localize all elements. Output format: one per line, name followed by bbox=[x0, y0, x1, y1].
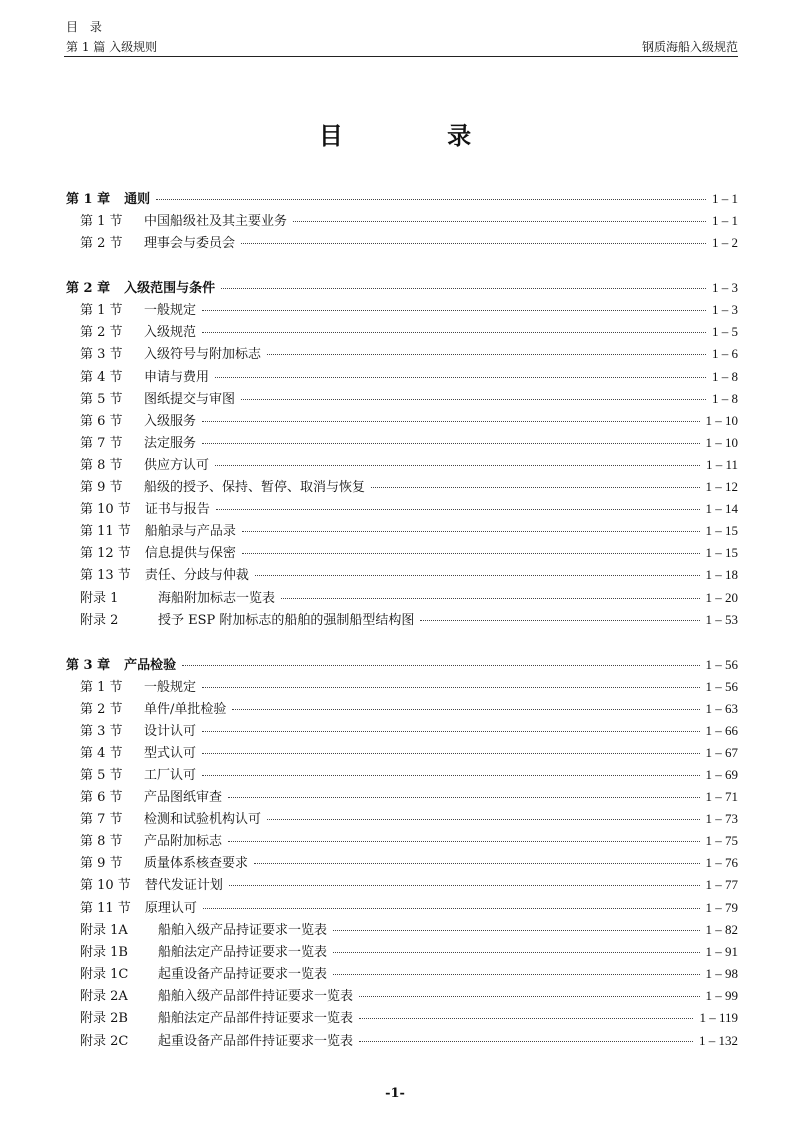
toc-entry-title: 船舶入级产品持证要求一览表 bbox=[158, 923, 328, 938]
toc-leader-dots bbox=[255, 575, 700, 576]
toc-entry-page: 1 – 132 bbox=[699, 1033, 738, 1048]
toc-entry-title: 一般规定 bbox=[144, 680, 197, 695]
toc-entry-label: 第 10 节 bbox=[80, 878, 131, 893]
toc-entry-label: 第 2 节 bbox=[80, 325, 123, 340]
toc-entry-label: 第 13 节 bbox=[80, 568, 131, 583]
toc-leader-dots bbox=[216, 509, 700, 510]
toc-entry-label: 第 3 节 bbox=[80, 347, 123, 362]
toc-entry[interactable] bbox=[66, 454, 738, 476]
toc-entry-title: 起重设备产品部件持证要求一览表 bbox=[158, 1034, 354, 1049]
toc-entry-title: 海船附加标志一览表 bbox=[158, 591, 276, 606]
toc-entry-title: 检测和试验机构认可 bbox=[144, 812, 262, 827]
toc-leader-dots bbox=[215, 465, 700, 466]
toc-entry-title: 船级的授予、保持、暂停、取消与恢复 bbox=[144, 480, 366, 495]
toc-entry[interactable] bbox=[66, 1007, 738, 1029]
toc-entry-page: 1 – 63 bbox=[705, 701, 738, 716]
toc-entry-title: 中国船级社及其主要业务 bbox=[144, 214, 288, 229]
toc-entry-title: 质量体系核查要求 bbox=[144, 856, 249, 871]
toc-entry-page: 1 – 18 bbox=[705, 567, 738, 582]
toc-entry-page: 1 – 5 bbox=[712, 324, 738, 339]
toc-leader-dots bbox=[281, 598, 699, 599]
toc-entry-title: 型式认可 bbox=[144, 746, 197, 761]
toc-entry-label: 第 1 章 bbox=[66, 192, 111, 207]
toc-entry-title: 证书与报告 bbox=[144, 502, 210, 517]
toc-entry-page: 1 – 1 bbox=[712, 191, 738, 206]
toc-entry[interactable] bbox=[66, 852, 738, 874]
toc-chapter-entry[interactable] bbox=[66, 188, 738, 210]
toc-entry-page: 1 – 77 bbox=[705, 877, 738, 892]
running-section-title: 目 录 bbox=[66, 20, 106, 34]
toc-entry-page: 1 – 15 bbox=[705, 523, 738, 538]
toc-entry-title: 入级范围与条件 bbox=[124, 281, 216, 296]
toc-entry-page: 1 – 8 bbox=[712, 369, 738, 384]
toc-entry[interactable] bbox=[66, 587, 738, 609]
toc-entry-title: 替代发证计划 bbox=[144, 878, 223, 893]
toc-entry-label: 第 1 节 bbox=[80, 680, 123, 695]
toc-entry-label: 第 2 节 bbox=[80, 236, 123, 251]
toc-entry-title: 供应方认可 bbox=[144, 458, 210, 473]
toc-entry-title: 起重设备产品持证要求一览表 bbox=[158, 967, 328, 982]
toc-entry-page: 1 – 119 bbox=[699, 1010, 738, 1025]
toc-entry-label: 第 5 节 bbox=[80, 768, 123, 783]
toc-entry-title: 申请与费用 bbox=[144, 370, 210, 385]
toc-entry-page: 1 – 20 bbox=[705, 590, 738, 605]
toc-leader-dots bbox=[228, 841, 699, 842]
toc-leader-dots bbox=[202, 332, 706, 333]
toc-entry-title: 船舶法定产品部件持证要求一览表 bbox=[158, 1011, 354, 1026]
toc-entry-label: 第 6 节 bbox=[80, 414, 123, 429]
toc-entry[interactable] bbox=[66, 786, 738, 808]
toc-entry-title: 图纸提交与审图 bbox=[144, 392, 236, 407]
running-book-title: 钢质海船入级规范 bbox=[641, 40, 738, 54]
toc-leader-dots bbox=[156, 199, 706, 200]
toc-leader-dots bbox=[359, 996, 699, 997]
toc-entry-label: 附录 1C bbox=[80, 967, 129, 982]
toc-entry[interactable] bbox=[66, 410, 738, 432]
toc-entry-title: 产品检验 bbox=[124, 658, 177, 673]
toc-entry-page: 1 – 69 bbox=[705, 767, 738, 782]
toc-entry-label: 第 1 节 bbox=[80, 303, 123, 318]
toc-entry-label: 第 3 章 bbox=[66, 658, 111, 673]
toc-entry-page: 1 – 76 bbox=[705, 855, 738, 870]
toc-entry[interactable] bbox=[66, 897, 738, 919]
toc-leader-dots bbox=[359, 1041, 693, 1042]
toc-entry-title: 单件/单批检验 bbox=[144, 702, 227, 717]
toc-entry[interactable] bbox=[66, 520, 738, 542]
toc-entry-page: 1 – 73 bbox=[705, 811, 738, 826]
toc-leader-dots bbox=[371, 487, 699, 488]
toc-leader-dots bbox=[202, 310, 706, 311]
toc-entry-title: 信息提供与保密 bbox=[144, 546, 236, 561]
toc-entry[interactable] bbox=[66, 830, 738, 852]
toc-entry-page: 1 – 15 bbox=[705, 545, 738, 560]
toc-entry-page: 1 – 10 bbox=[705, 435, 738, 450]
toc-entry-title: 船舶入级产品部件持证要求一览表 bbox=[158, 989, 354, 1004]
toc-entry[interactable] bbox=[66, 299, 738, 321]
toc-leader-dots bbox=[203, 908, 700, 909]
toc-leader-dots bbox=[359, 1018, 693, 1019]
toc-entry-page: 1 – 91 bbox=[705, 944, 738, 959]
toc-entry-title: 船舶法定产品持证要求一览表 bbox=[158, 945, 328, 960]
toc-entry[interactable] bbox=[66, 210, 738, 232]
toc-leader-dots bbox=[229, 885, 700, 886]
toc-entry-title: 工厂认可 bbox=[144, 768, 197, 783]
toc-entry-page: 1 – 12 bbox=[705, 479, 738, 494]
toc-chapter-entry[interactable] bbox=[66, 654, 738, 676]
toc-entry-label: 第 12 节 bbox=[80, 546, 131, 561]
toc-entry-label: 第 4 节 bbox=[80, 370, 123, 385]
toc-entry[interactable] bbox=[66, 742, 738, 764]
toc-entry-label: 第 1 节 bbox=[80, 214, 123, 229]
page-title: 目 录 bbox=[318, 121, 520, 150]
running-part-title: 第 1 篇 入级规则 bbox=[66, 40, 158, 54]
toc-entry-page: 1 – 10 bbox=[705, 413, 738, 428]
toc-entry[interactable] bbox=[66, 874, 738, 896]
toc-entry-label: 第 11 节 bbox=[80, 524, 131, 539]
toc-entry-page: 1 – 71 bbox=[705, 789, 738, 804]
header-rule bbox=[64, 56, 738, 57]
toc-entry[interactable] bbox=[66, 232, 738, 254]
toc-entry-page: 1 – 75 bbox=[705, 833, 738, 848]
toc-entry[interactable] bbox=[66, 366, 738, 388]
toc-entry-page: 1 – 98 bbox=[705, 966, 738, 981]
toc-leader-dots bbox=[333, 952, 699, 953]
toc-entry-label: 第 11 节 bbox=[80, 901, 131, 916]
toc-entry-label: 附录 2B bbox=[80, 1011, 128, 1026]
toc-entry-title: 授予 ESP 附加标志的船舶的强制船型结构图 bbox=[158, 613, 415, 628]
toc-entry-label: 第 8 节 bbox=[80, 834, 123, 849]
toc-entry-label: 第 9 节 bbox=[80, 856, 123, 871]
toc-entry[interactable] bbox=[66, 698, 738, 720]
toc-entry-title: 责任、分歧与仲裁 bbox=[144, 568, 249, 583]
toc-leader-dots bbox=[267, 354, 706, 355]
toc-entry-label: 第 9 节 bbox=[80, 480, 123, 495]
toc-entry-label: 第 4 节 bbox=[80, 746, 123, 761]
toc-entry[interactable] bbox=[66, 432, 738, 454]
toc-entry-page: 1 – 67 bbox=[705, 745, 738, 760]
toc-entry[interactable] bbox=[66, 388, 738, 410]
toc-leader-dots bbox=[232, 709, 699, 710]
toc-entry[interactable] bbox=[66, 676, 738, 698]
toc-entry-title: 入级符号与附加标志 bbox=[144, 347, 262, 362]
toc-entry-title: 一般规定 bbox=[144, 303, 197, 318]
toc-entry-page: 1 – 14 bbox=[705, 501, 738, 516]
toc-entry[interactable] bbox=[66, 720, 738, 742]
toc-leader-dots bbox=[202, 687, 699, 688]
toc-leader-dots bbox=[420, 620, 699, 621]
toc-entry-label: 附录 2C bbox=[80, 1034, 129, 1049]
toc-entry-label: 附录 1A bbox=[80, 923, 128, 938]
toc-entry-page: 1 – 11 bbox=[705, 457, 738, 472]
toc-entry[interactable] bbox=[66, 498, 738, 520]
toc-chapter-entry[interactable] bbox=[66, 277, 738, 299]
toc-leader-dots bbox=[333, 930, 699, 931]
toc-entry-title: 法定服务 bbox=[144, 436, 197, 451]
toc-entry-label: 附录 2 bbox=[80, 613, 119, 628]
toc-entry-title: 船舶录与产品录 bbox=[144, 524, 236, 539]
toc-leader-dots bbox=[241, 243, 706, 244]
toc-entry-page: 1 – 6 bbox=[712, 346, 738, 361]
toc-entry[interactable] bbox=[66, 764, 738, 786]
toc-entry-label: 附录 1 bbox=[80, 591, 119, 606]
toc-leader-dots bbox=[241, 399, 706, 400]
toc-entry[interactable] bbox=[66, 1030, 738, 1052]
toc-leader-dots bbox=[202, 731, 699, 732]
toc-entry-title: 理事会与委员会 bbox=[144, 236, 236, 251]
toc-leader-dots bbox=[202, 775, 699, 776]
toc-entry-label: 附录 1B bbox=[80, 945, 128, 960]
toc-leader-dots bbox=[254, 863, 699, 864]
toc-entry-page: 1 – 3 bbox=[712, 302, 738, 317]
toc-leader-dots bbox=[228, 797, 699, 798]
toc-entry-page: 1 – 66 bbox=[705, 723, 738, 738]
toc-leader-dots bbox=[221, 288, 706, 289]
toc-entry-page: 1 – 99 bbox=[705, 988, 738, 1003]
toc-entry[interactable] bbox=[66, 919, 738, 941]
toc-entry[interactable] bbox=[66, 321, 738, 343]
toc-entry[interactable] bbox=[66, 808, 738, 830]
toc-entry-label: 第 7 节 bbox=[80, 812, 123, 827]
toc-leader-dots bbox=[242, 531, 700, 532]
toc-entry-page: 1 – 79 bbox=[705, 900, 738, 915]
toc-entry[interactable] bbox=[66, 564, 738, 586]
toc-entry-title: 通则 bbox=[124, 192, 151, 207]
toc-entry-page: 1 – 56 bbox=[705, 679, 738, 694]
toc-entry-page: 1 – 82 bbox=[705, 922, 738, 937]
toc-entry-title: 原理认可 bbox=[144, 901, 197, 916]
toc-entry-page: 1 – 56 bbox=[705, 657, 738, 672]
toc-entry-title: 产品附加标志 bbox=[144, 834, 223, 849]
toc-leader-dots bbox=[242, 553, 700, 554]
toc-entry-page: 1 – 1 bbox=[712, 213, 738, 228]
toc-entry[interactable] bbox=[66, 542, 738, 564]
toc-entry[interactable] bbox=[66, 609, 738, 631]
toc-entry-title: 入级服务 bbox=[144, 414, 197, 429]
toc-entry-title: 设计认可 bbox=[144, 724, 197, 739]
toc-entry-page: 1 – 3 bbox=[712, 280, 738, 295]
toc-entry[interactable] bbox=[66, 343, 738, 365]
toc-leader-dots bbox=[202, 753, 699, 754]
toc-entry[interactable] bbox=[66, 963, 738, 985]
toc-entry[interactable] bbox=[66, 476, 738, 498]
toc-leader-dots bbox=[293, 221, 706, 222]
toc-entry-label: 第 5 节 bbox=[80, 392, 123, 407]
toc-entry-label: 附录 2A bbox=[80, 989, 128, 1004]
toc-entry-page: 1 – 8 bbox=[712, 391, 738, 406]
toc-leader-dots bbox=[202, 443, 699, 444]
toc-entry-label: 第 6 节 bbox=[80, 790, 123, 805]
toc-entry-page: 1 – 53 bbox=[705, 612, 738, 627]
toc-leader-dots bbox=[215, 377, 706, 378]
toc-entry-title: 入级规范 bbox=[144, 325, 197, 340]
toc-entry-title: 产品图纸审查 bbox=[144, 790, 223, 805]
toc-entry-label: 第 3 节 bbox=[80, 724, 123, 739]
toc-leader-dots bbox=[267, 819, 699, 820]
toc-entry-label: 第 2 章 bbox=[66, 281, 111, 296]
toc-leader-dots bbox=[182, 665, 699, 666]
toc-entry-label: 第 7 节 bbox=[80, 436, 123, 451]
toc-entry-label: 第 10 节 bbox=[80, 502, 131, 517]
toc-entry[interactable] bbox=[66, 985, 738, 1007]
page-number: -1- bbox=[385, 1086, 405, 1101]
toc-leader-dots bbox=[202, 421, 699, 422]
toc-entry-label: 第 8 节 bbox=[80, 458, 123, 473]
toc-leader-dots bbox=[333, 974, 699, 975]
toc-entry-label: 第 2 节 bbox=[80, 702, 123, 717]
toc-entry-page: 1 – 2 bbox=[712, 235, 738, 250]
toc-entry[interactable] bbox=[66, 941, 738, 963]
